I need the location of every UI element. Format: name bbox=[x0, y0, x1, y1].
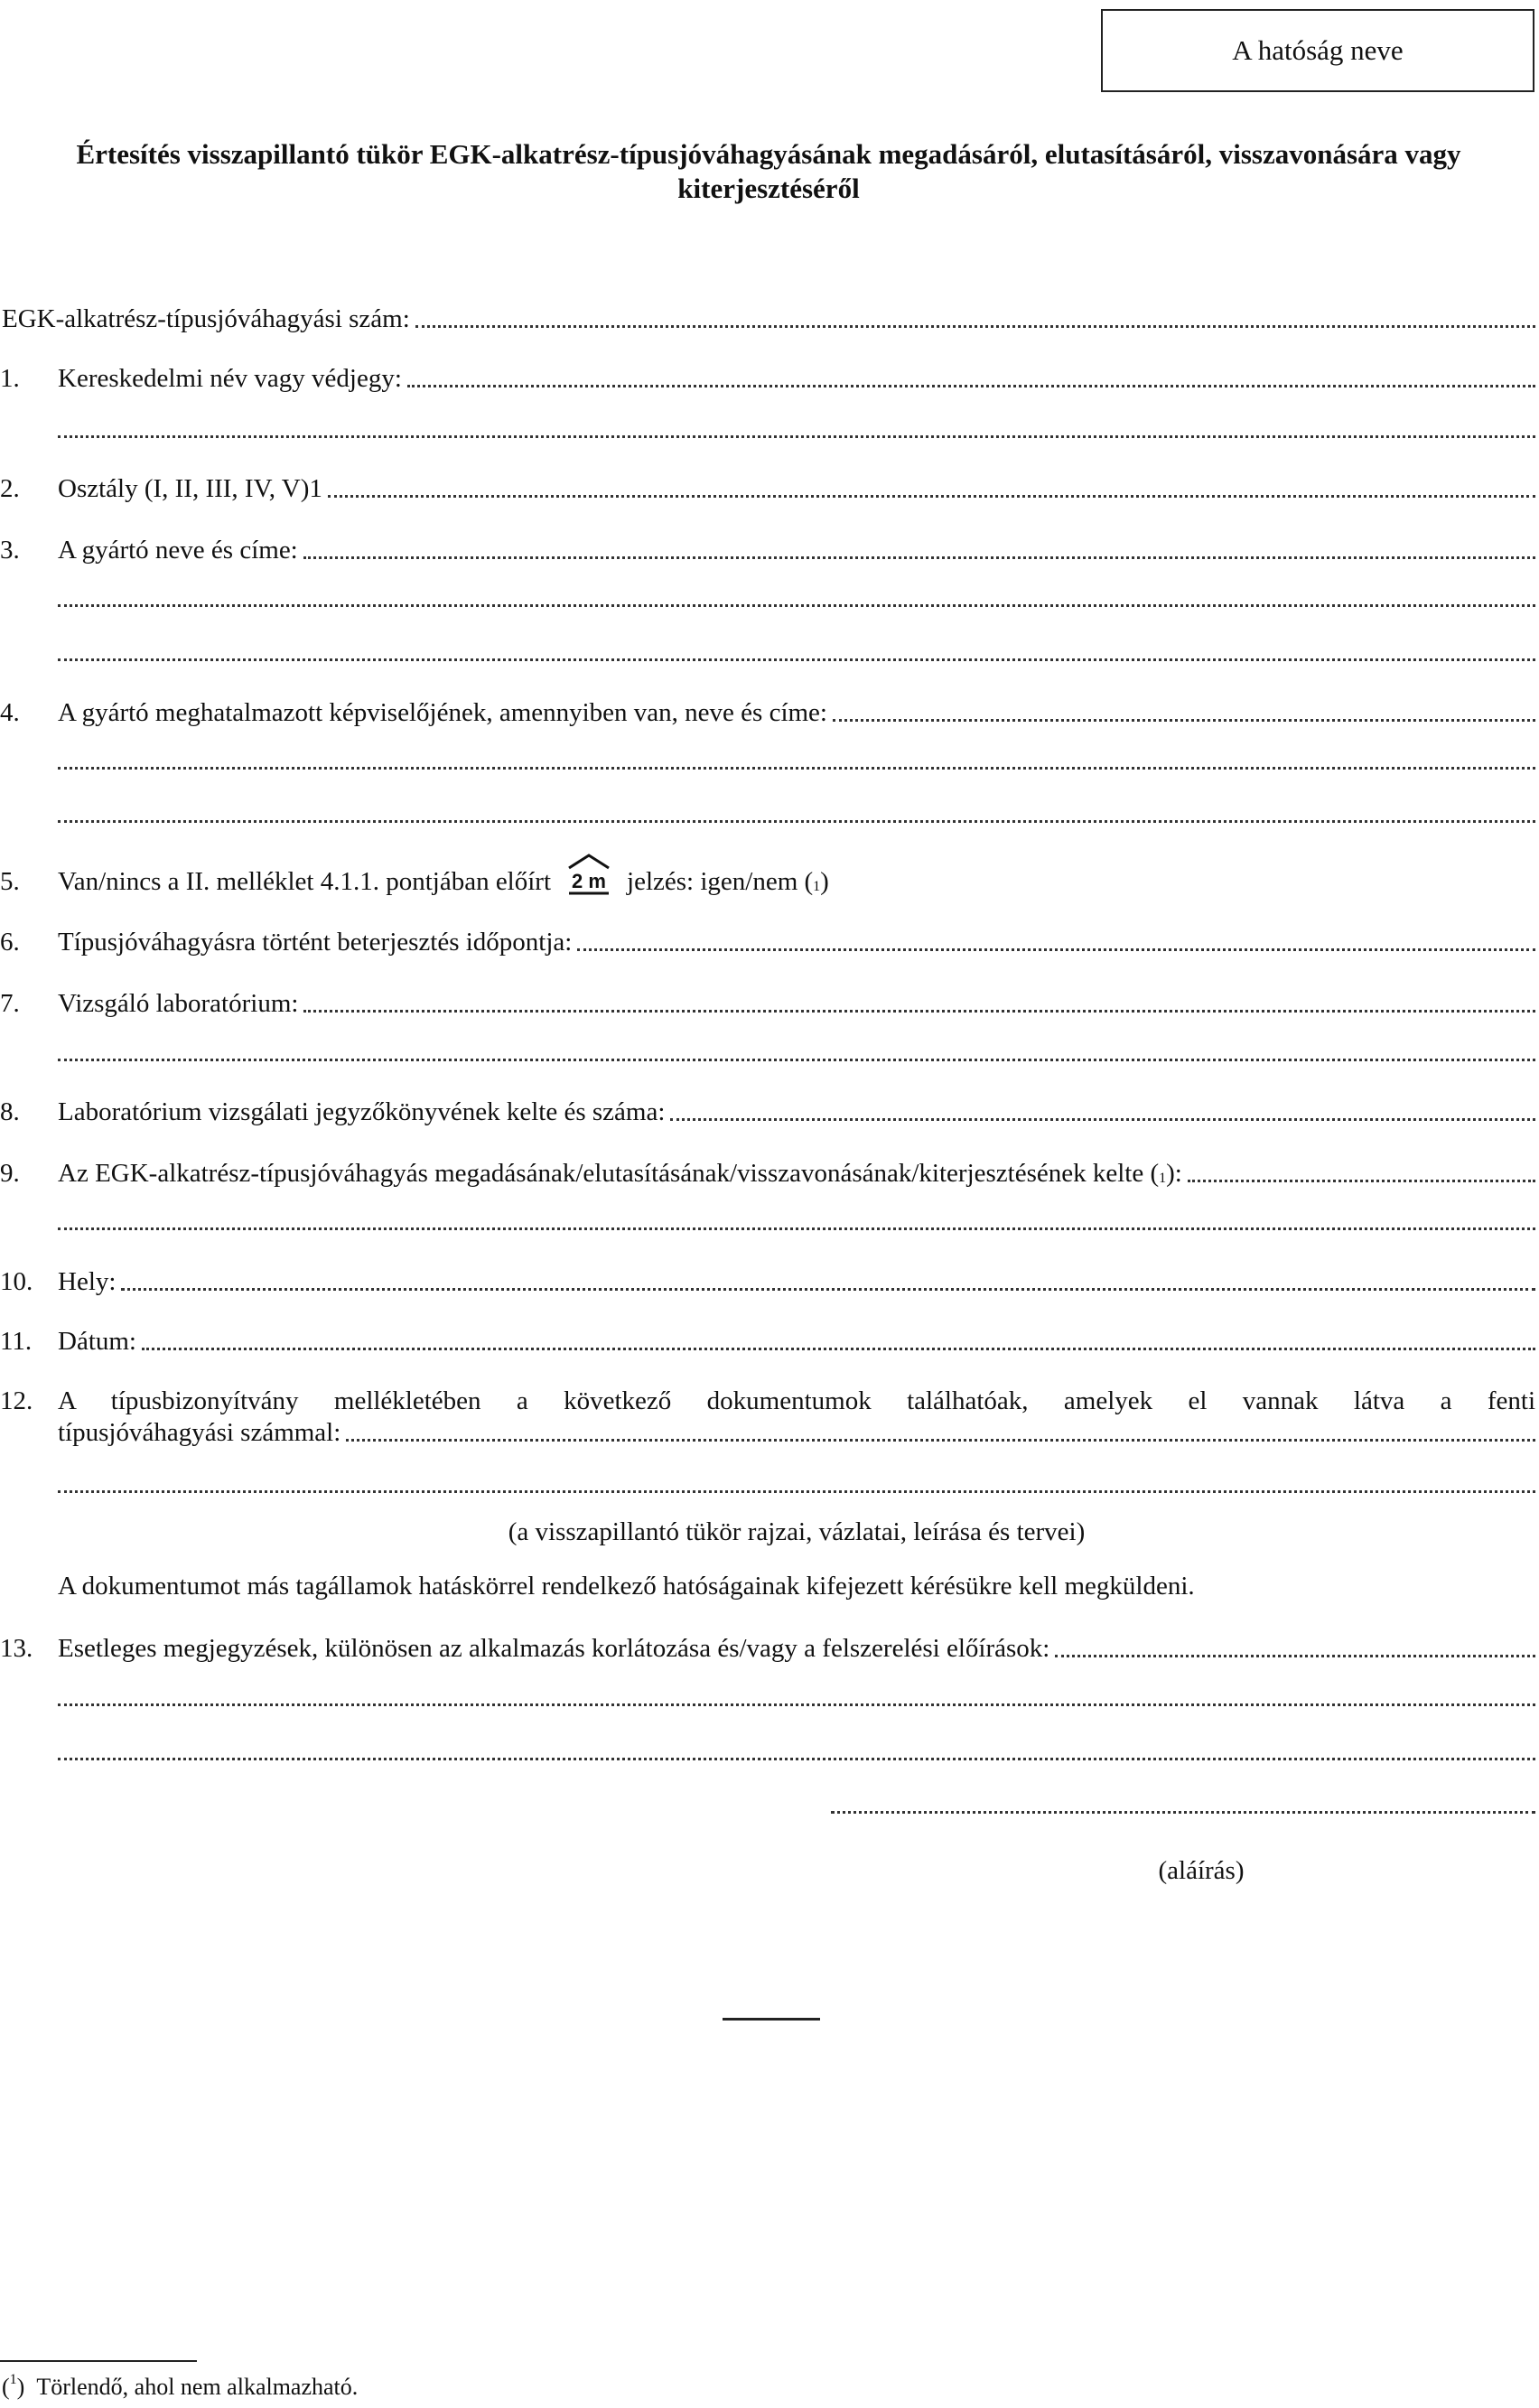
item-12-row bbox=[0, 1380, 1535, 1416]
item-number: 5. bbox=[0, 867, 20, 896]
item-13-row bbox=[0, 1628, 1535, 1664]
item-number: 10. bbox=[0, 1267, 33, 1296]
item-number: 9. bbox=[0, 1159, 20, 1188]
item-8-row bbox=[0, 1091, 1535, 1127]
two-metre-mark-icon bbox=[562, 864, 616, 897]
submission-date-field[interactable] bbox=[577, 948, 1535, 951]
item-label-after: jelzés: igen/nem ( bbox=[627, 867, 814, 896]
decision-date-field[interactable] bbox=[1188, 1180, 1535, 1182]
item-label: Esetleges megjegyzések, különösen az alkalmazás korlátozása és/vagy a felszerelési előírások: bbox=[58, 1634, 1050, 1663]
manufacturer-field[interactable] bbox=[303, 556, 1535, 559]
place-field[interactable] bbox=[121, 1288, 1535, 1291]
footnote-text: Törlendő, ahol nem alkalmazható. bbox=[36, 2374, 359, 2400]
footnote-divider bbox=[0, 2360, 197, 2362]
item-label: Van/nincs a II. melléklet 4.1.1. pontjában előírt bbox=[58, 867, 552, 896]
item-number: 7. bbox=[0, 989, 20, 1018]
signature-label: (aláírás) bbox=[1158, 1856, 1245, 1885]
end-divider bbox=[723, 2018, 820, 2021]
item-label: Típusjóváhagyásra történt beterjesztés időpontja: bbox=[58, 928, 573, 957]
representative-field-continued[interactable] bbox=[58, 820, 1535, 823]
test-report-field[interactable] bbox=[670, 1118, 1535, 1121]
documents-field-continued[interactable] bbox=[58, 1490, 1535, 1493]
item-label-end: ): bbox=[1166, 1159, 1182, 1188]
signature-field[interactable] bbox=[831, 1811, 1535, 1814]
item-label: Kereskedelmi név vagy védjegy: bbox=[58, 364, 402, 393]
authority-name-label: A hatóság neve bbox=[1232, 34, 1404, 66]
mark-text: 2 m bbox=[572, 870, 606, 892]
trade-name-field-continued[interactable] bbox=[58, 435, 1535, 438]
item-label: Laboratórium vizsgálati jegyzőkönyvének kelte és száma: bbox=[58, 1097, 666, 1126]
item-number: 12. bbox=[0, 1386, 33, 1415]
item-label: Hely: bbox=[58, 1267, 117, 1296]
laboratory-field-continued[interactable] bbox=[58, 1059, 1535, 1061]
close-paren: ) bbox=[820, 867, 829, 896]
item-5-row bbox=[0, 861, 1084, 897]
send-note: A dokumentumot más tagállamok hatáskörrel rendelkező hatóságainak kifejezett kérésükre kell megküldeni. bbox=[58, 1572, 1195, 1601]
approval-number-row bbox=[2, 298, 1535, 334]
item-label: Osztály (I, II, III, IV, V)1 bbox=[58, 474, 322, 503]
footnote-ref: 1 bbox=[1159, 1171, 1167, 1186]
item-1-row bbox=[0, 358, 1535, 394]
item-number: 1. bbox=[0, 364, 20, 393]
item-2-row bbox=[0, 468, 1535, 504]
item-label: A típusbizonyítvány mellékletében a következő dokumentumok találhatóak, amelyek el vannak látva a fenti bbox=[58, 1386, 1535, 1415]
remarks-field[interactable] bbox=[1055, 1655, 1535, 1657]
approval-number-field[interactable] bbox=[415, 325, 1535, 328]
manufacturer-field-continued[interactable] bbox=[58, 604, 1535, 607]
approval-number-label: EGK-alkatrész-típusjóváhagyási szám: bbox=[2, 304, 410, 333]
item-label: Dátum: bbox=[58, 1327, 136, 1356]
item-label: A gyártó meghatalmazott képviselőjének, amennyiben van, neve és címe: bbox=[58, 698, 827, 727]
item-number: 11. bbox=[0, 1327, 33, 1356]
item-number: 6. bbox=[0, 928, 20, 957]
representative-field-continued[interactable] bbox=[58, 767, 1535, 770]
form-title: Értesítés visszapillantó tükör EGK-alkatrész-típusjóváhagyásának megadásáról, elutasításáról, visszavonására vagy kiterjesztéséről bbox=[76, 138, 1461, 204]
item-9-row bbox=[0, 1153, 1535, 1189]
date-field[interactable] bbox=[142, 1348, 1535, 1350]
decision-date-field-continued[interactable] bbox=[58, 1227, 1535, 1230]
item-number: 8. bbox=[0, 1097, 20, 1126]
class-field[interactable] bbox=[328, 495, 1535, 498]
item-label-continued: típusjóváhagyási számmal: bbox=[58, 1418, 341, 1447]
documents-note: (a visszapillantó tükör rajzai, vázlatai, leírása és tervei) bbox=[508, 1517, 1086, 1546]
documents-field[interactable] bbox=[346, 1439, 1535, 1442]
item-10-row bbox=[0, 1261, 1535, 1297]
remarks-field-continued[interactable] bbox=[58, 1758, 1535, 1760]
item-label: A gyártó neve és címe: bbox=[58, 536, 298, 565]
footnote-ref: 1 bbox=[813, 879, 821, 894]
item-label: Az EGK-alkatrész-típusjóváhagyás megadásának/elutasításának/visszavonásának/kiterjesztésének kelte ( bbox=[58, 1159, 1160, 1188]
footnote-number: 1 bbox=[9, 2372, 17, 2387]
footnote: ($^1$) Törlendő, ahol nem alkalmazható. bbox=[2, 2372, 359, 2400]
item-12-row-continued bbox=[58, 1412, 1535, 1448]
authority-name-box bbox=[1101, 9, 1534, 92]
remarks-field-continued[interactable] bbox=[58, 1703, 1535, 1706]
item-6-row bbox=[0, 921, 1535, 957]
item-number: 3. bbox=[0, 536, 20, 565]
manufacturer-field-continued[interactable] bbox=[58, 658, 1535, 661]
item-11-row bbox=[0, 1321, 1535, 1357]
representative-field[interactable] bbox=[833, 719, 1535, 722]
trade-name-field[interactable] bbox=[407, 385, 1535, 387]
item-4-row bbox=[0, 692, 1535, 728]
item-number: 4. bbox=[0, 698, 20, 727]
item-7-row bbox=[0, 983, 1535, 1019]
item-number: 13. bbox=[0, 1634, 33, 1663]
item-number: 2. bbox=[0, 474, 20, 503]
laboratory-field[interactable] bbox=[303, 1010, 1535, 1013]
item-label: Vizsgáló laboratórium: bbox=[58, 989, 299, 1018]
item-3-row bbox=[0, 529, 1535, 565]
